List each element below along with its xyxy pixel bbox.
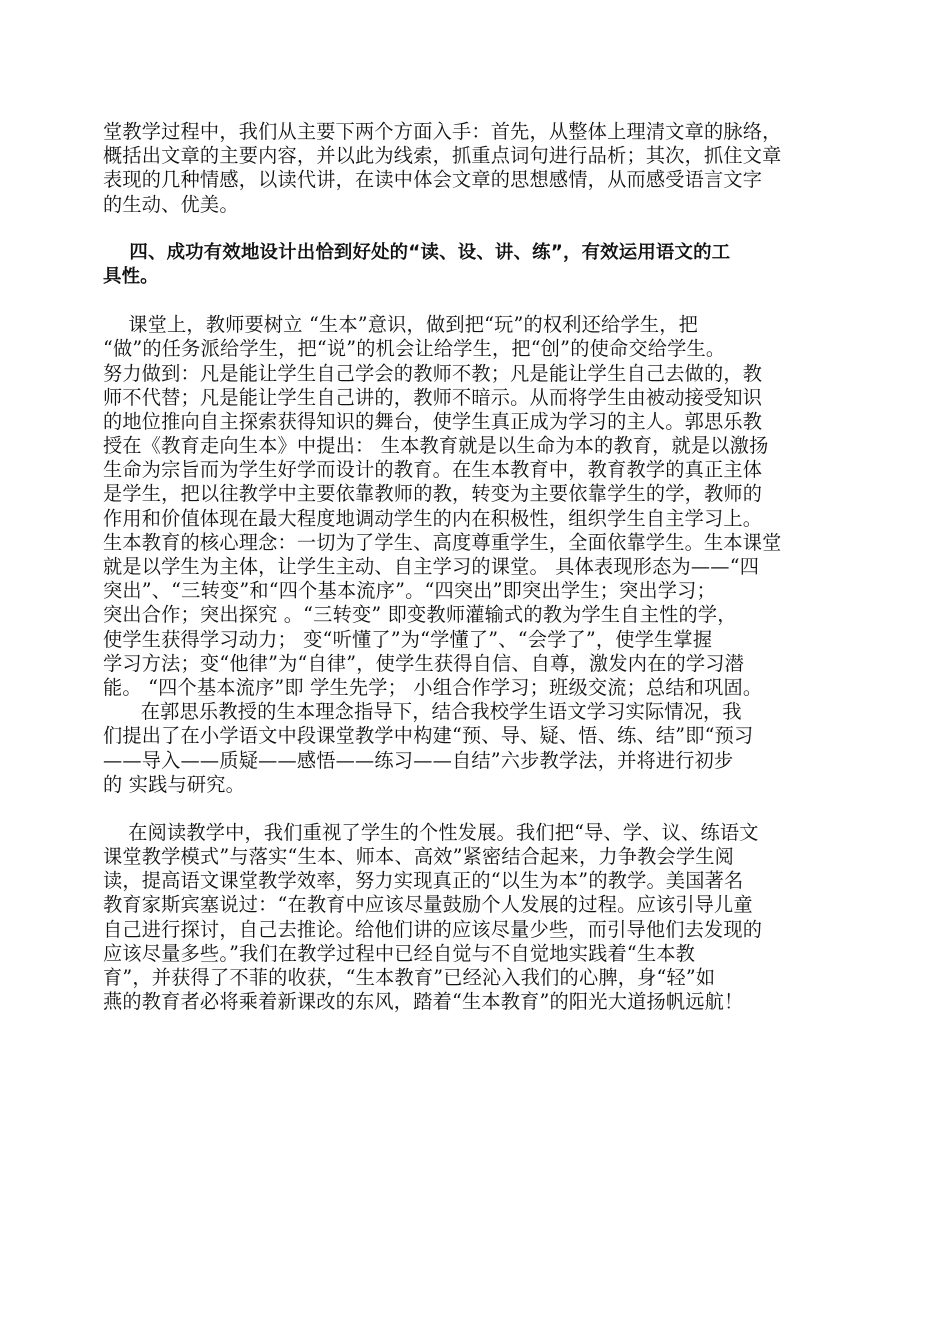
text-line: 的 实践与研究。 — [103, 772, 246, 796]
text-line: 们提出了在小学语文中段课堂教学中构建“预、导、疑、悟、练、结”即“预习 — [103, 724, 754, 748]
text-line: 教育家斯宾塞说过：“在教育中应该尽量鼓励个人发展的过程。应该引导儿童 — [103, 893, 753, 917]
text-line: 学习方法；变“他律”为“自律”，使学生获得自信、自尊，激发内在的学习潜 — [103, 651, 745, 675]
text-line: 育”，并获得了不菲的收获，“生本教育”已经沁入我们的心脾，身“轻”如 — [103, 966, 716, 989]
text-line: ——导入——质疑——感悟——练习——自结”六步教学法，并将进行初步 — [103, 748, 734, 772]
text-line: 使学生获得学习动力； 变“听懂了”为“学懂了”、“会学了”，使学生掌握 — [103, 627, 713, 651]
text-line: 概括出文章的主要内容，并以此为线索，抓重点词句进行品析；其次，抓住文章 — [103, 144, 782, 168]
text-line: 师不代替；凡是能让学生自己讲的，教师不暗示。从而将学生由被动接受知识 — [103, 385, 763, 409]
text-line: 读，提高语文课堂教学效率，努力实现真正的“以生为本”的教学。美国著名 — [103, 869, 744, 893]
paragraph-classroom — [103, 313, 863, 700]
text-line: 授在《教育走向生本》中提出： 生本教育就是以生命为本的教育，就是以激扬 — [103, 434, 769, 458]
text-line: 生命为宗旨而为学生好学而设计的教育。在生本教育中，教育教学的真正主体 — [103, 458, 763, 482]
text-line: 表现的几种情感，以读代讲，在读中体会文章的思想感情，从而感受语言文字 — [103, 168, 763, 192]
text-line: 的地位推向自主探索获得知识的舞台，使学生真正成为学习的主人。郭思乐教 — [103, 409, 763, 433]
text-line: 在阅读教学中，我们重视了学生的个性发展。我们把“导、学、议、练语文 — [103, 820, 759, 844]
text-line: 是学生，把以往教学中主要依靠教师的教，转变为主要依靠学生的学，教师的 — [103, 482, 763, 506]
heading-line: 四、成功有效地设计出恰到好处的“读、设、讲、练”，有效运用语文的工 — [103, 241, 731, 263]
paragraph-intro — [103, 120, 863, 217]
text-line: 堂教学过程中，我们从主要下两个方面入手：首先，从整体上理清文章的脉络， — [103, 120, 782, 143]
text-line: 就是以学生为主体，让学生主动、自主学习的课堂。 具体表现形态为——“四 — [103, 555, 760, 578]
text-line: 生本教育的核心理念：一切为了学生、高度尊重学生，全面依靠学生。生本课堂 — [103, 530, 782, 554]
text-line: 能。 “四个基本流序”即 学生先学； 小组合作学习；班级交流；总结和巩固。 — [103, 675, 763, 699]
text-line: 在郭思乐教授的生本理念指导下，结合我校学生语文学习实际情况，我 — [103, 700, 742, 724]
text-line: 自己进行探讨，自己去推论。给他们讲的应该尽量少些，而引导他们去发现的 — [103, 917, 763, 941]
text-line: 的生动、优美。 — [103, 192, 239, 216]
text-line: 燕的教育者必将乘着新课改的东风，踏着“生本教育”的阳光大道扬帆远航！ — [103, 990, 744, 1014]
document-page — [103, 120, 863, 1014]
section-heading-4 — [103, 241, 863, 289]
text-line: 突出合作；突出探究 。“三转变” 即变教师灌输式的教为学生自主性的学， — [103, 603, 737, 627]
text-line: 作用和价值体现在最大程度地调动学生的内在积极性，组织学生自主学习上。 — [103, 506, 763, 530]
text-line: 应该尽量多些。”我们在教学过程中已经自觉与不自觉地实践着“生本教 — [103, 941, 696, 965]
text-line: “做”的任务派给学生，把“说”的机会让给学生，把“创”的使命交给学生。 — [103, 337, 726, 361]
text-line: 课堂教学模式”与落实“生本、师本、高效”紧密结合起来，力争教会学生阅 — [103, 845, 735, 869]
heading-line: 具性。 — [103, 265, 159, 287]
text-line: 努力做到：凡是能让学生自己学会的教师不教；凡是能让学生自己去做的，教 — [103, 361, 763, 385]
paragraph-six-step-method — [103, 700, 863, 797]
text-line: 课堂上，教师要树立 “生本”意识，做到把“玩”的权利还给学生，把 — [103, 313, 698, 337]
text-line: 突出”、“三转变”和“四个基本流序”。“四突出”即突出学生；突出学习； — [103, 579, 716, 603]
paragraph-reading-teaching — [103, 821, 863, 1015]
